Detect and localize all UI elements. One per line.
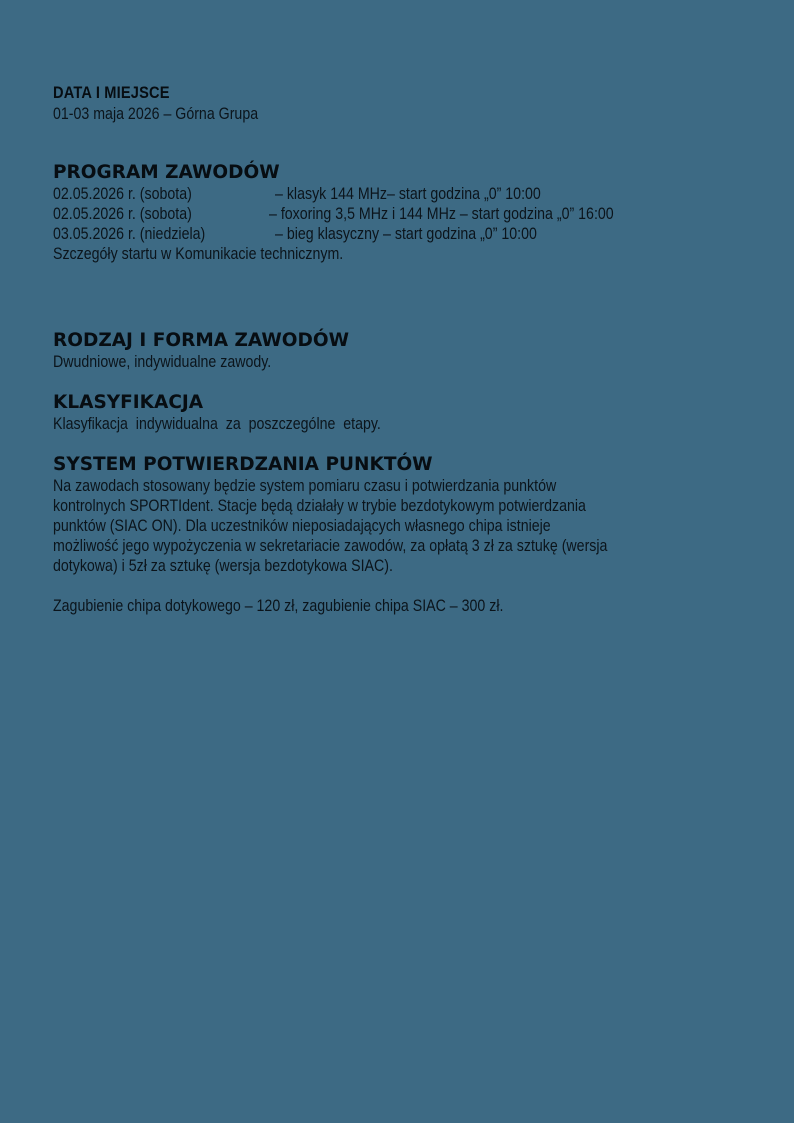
program-row-event: – bieg klasyczny – start godzina „0” 10:00	[275, 225, 537, 243]
program-row-event: – foxoring 3,5 MHz i 144 MHz – start godzina „0” 16:00	[269, 205, 614, 223]
section-point-confirmation	[53, 454, 698, 616]
chip-loss-note: Zagubienie chipa dotykowego – 120 zł, zagubienie chipa SIAC – 300 zł.	[53, 597, 504, 615]
program-row-date: 02.05.2026 r. (sobota)	[53, 185, 192, 203]
system-paragraph-line: Na zawodach stosowany będzie system pomiaru czasu i potwierdzania punktów	[53, 477, 557, 495]
competition-type-text: Dwudniowe, indywidualne zawody.	[53, 353, 272, 371]
classification-text: Klasyfikacja indywidualna za poszczególne etapy.	[53, 415, 381, 433]
date-place-text: 01-03 maja 2026 – Górna Grupa	[53, 105, 259, 123]
section-program	[53, 162, 614, 264]
system-paragraph-line: dotykowa) i 5zł za sztukę (wersja bezdotykowa SIAC).	[53, 557, 393, 575]
heading-date-place: DATA I MIEJSCE	[53, 83, 170, 102]
heading-program: PROGRAM ZAWODÓW	[53, 162, 280, 183]
system-paragraph-line: punktów (SIAC ON). Dla uczestników nieposiadających własnego chipa istnieje	[53, 517, 551, 535]
system-paragraph-line: możliwość jego wypożyczenia w sekretariacie zawodów, za opłatą 3 zł za sztukę (wersja	[53, 537, 608, 555]
heading-competition-type: RODZAJ I FORMA ZAWODÓW	[53, 330, 350, 351]
system-paragraph-line: kontrolnych SPORTIdent. Stacje będą działały w trybie bezdotykowym potwierdzania	[53, 497, 586, 515]
program-row	[53, 224, 537, 244]
program-row-date: 02.05.2026 r. (sobota)	[53, 205, 192, 223]
section-competition-type	[53, 330, 349, 372]
program-row	[53, 184, 541, 204]
heading-point-confirmation: SYSTEM POTWIERDZANIA PUNKTÓW	[53, 454, 433, 475]
program-row-event: – klasyk 144 MHz– start godzina „0” 10:00	[275, 185, 541, 203]
heading-classification: KLASYFIKACJA	[53, 392, 204, 413]
program-row	[53, 204, 614, 224]
section-date-place	[53, 82, 292, 124]
section-classification	[53, 392, 434, 434]
paragraph-spacer	[53, 576, 698, 596]
program-row-date: 03.05.2026 r. (niedziela)	[53, 225, 206, 243]
program-note: Szczegóły startu w Komunikacie technicznym.	[53, 245, 344, 263]
